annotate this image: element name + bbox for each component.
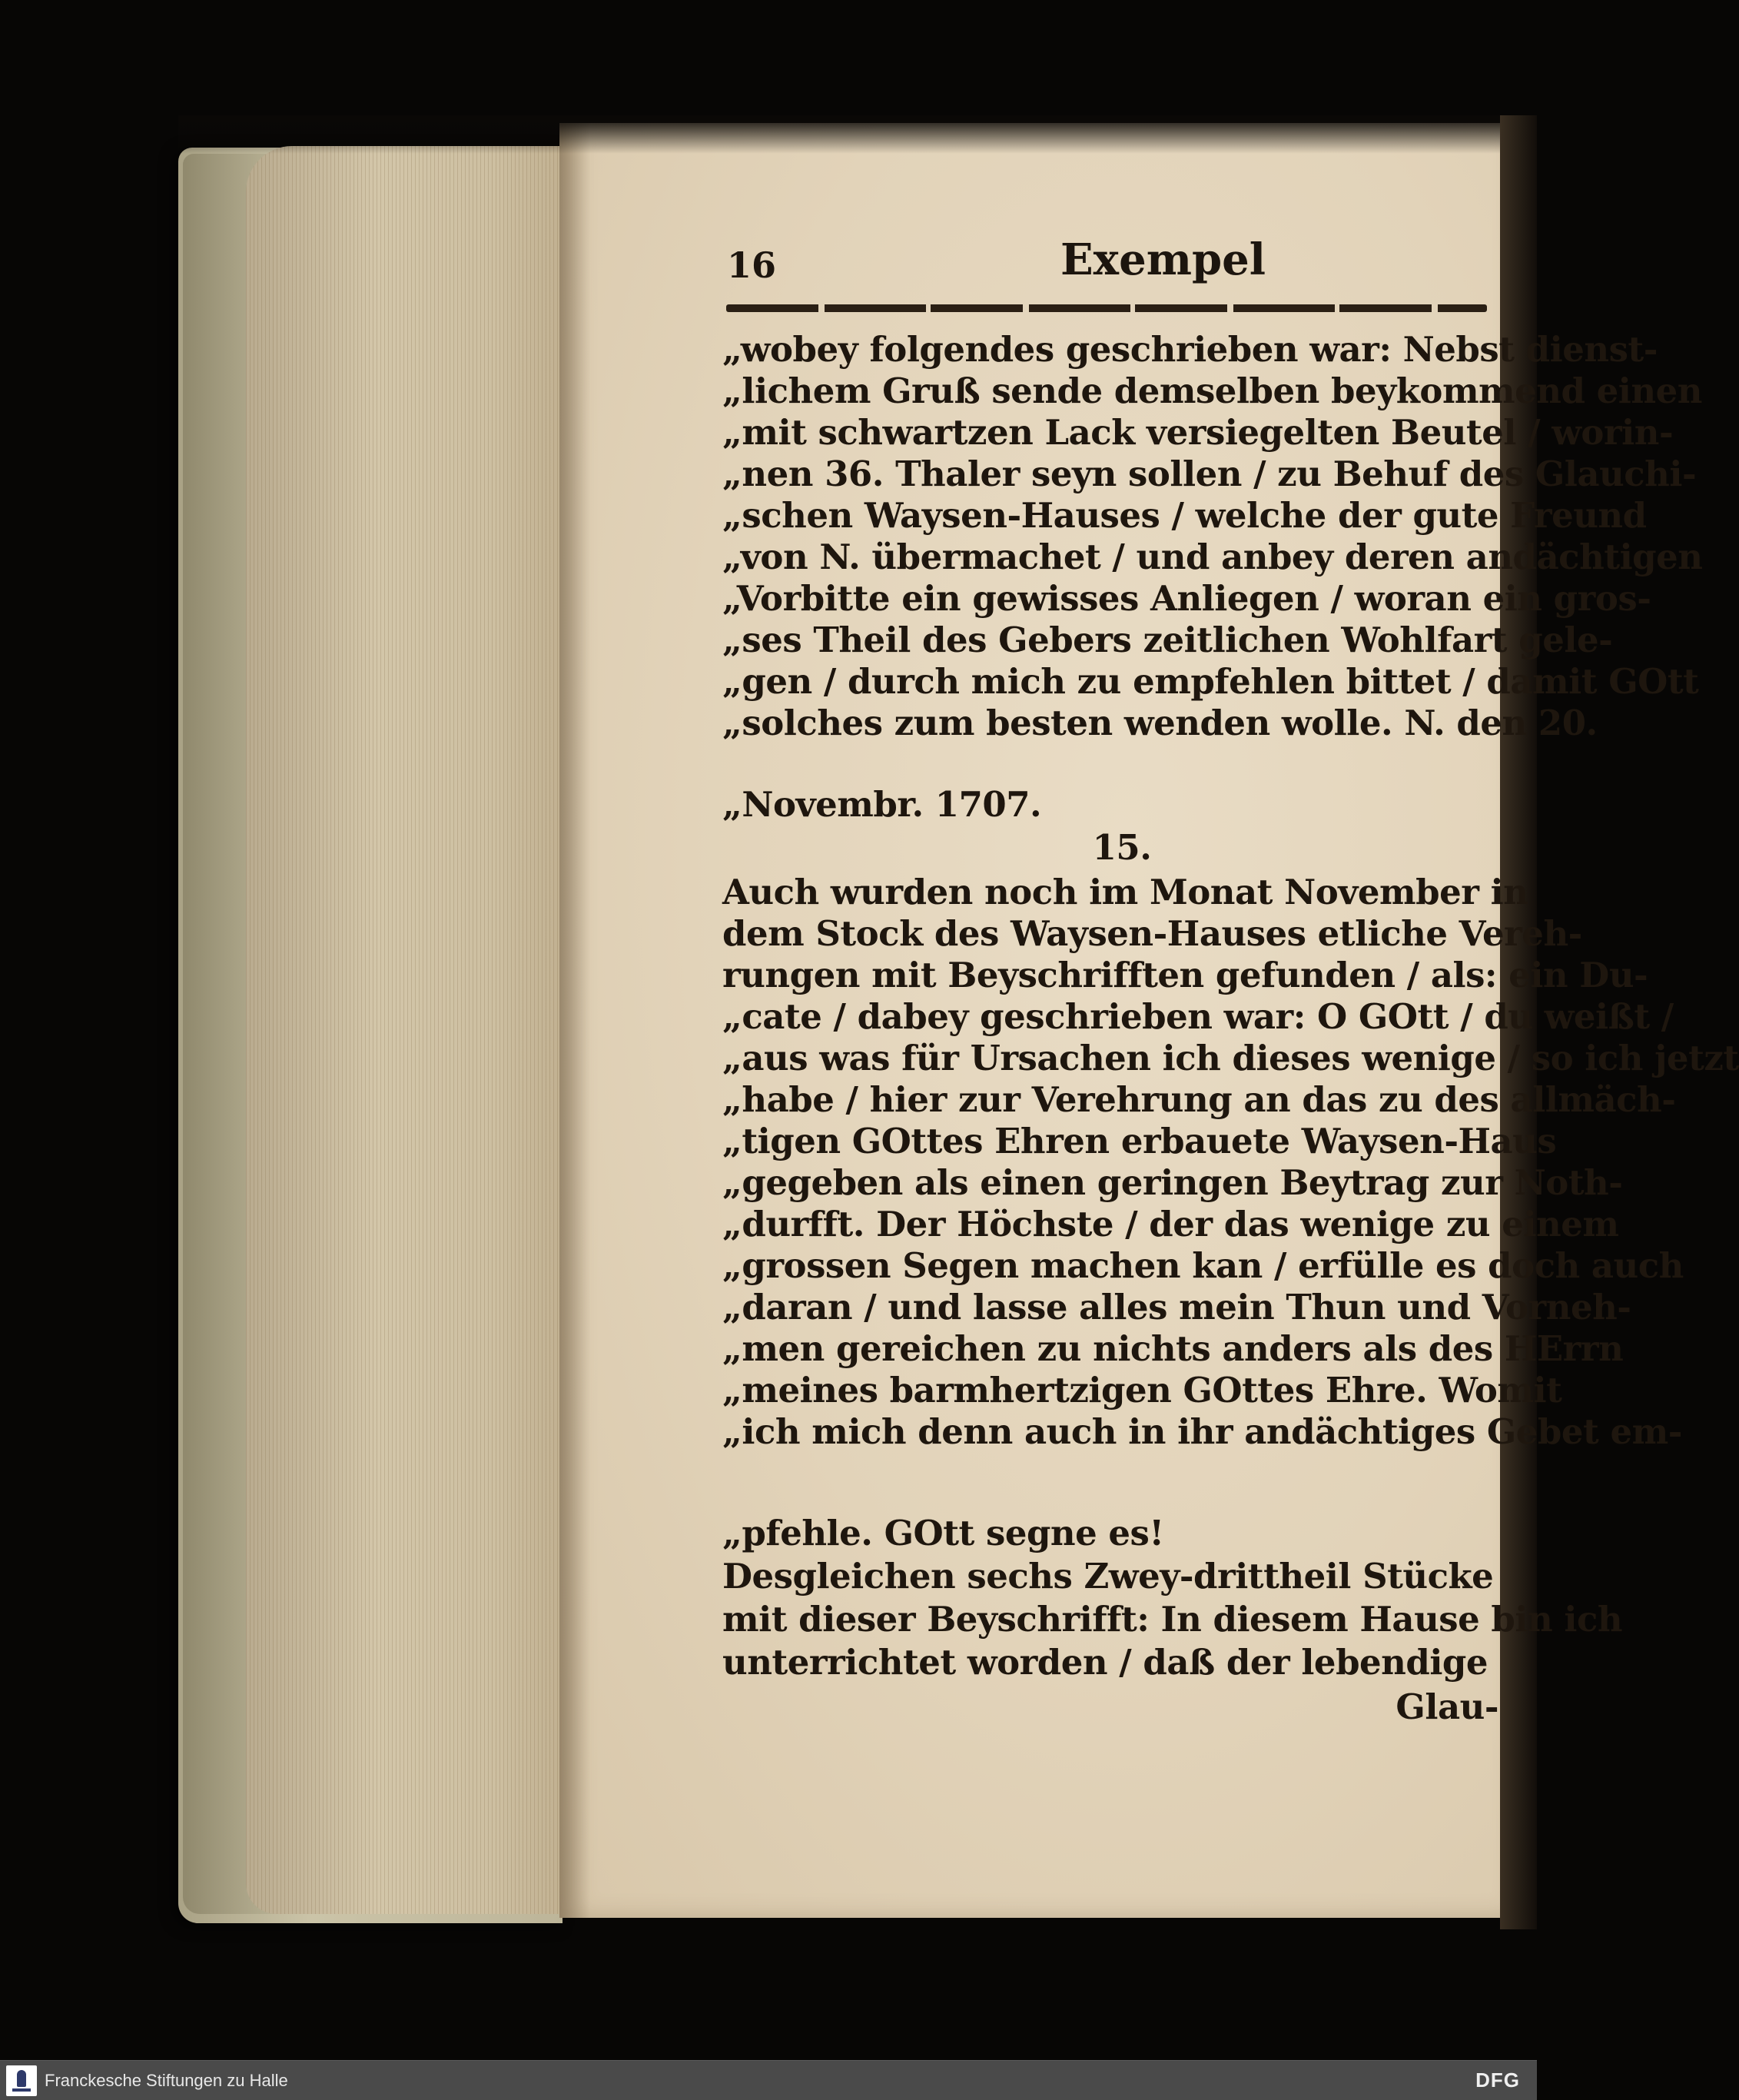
foundation-logo-icon[interactable] <box>6 2065 37 2096</box>
text-line: „durfft. Der Höchste / der das wenige zu einem <box>722 1204 1619 1244</box>
text-line: „tigen GOttes Ehren erbauete Waysen-Haus <box>722 1121 1557 1161</box>
text-line: „grossen Segen machen kan / erfülle es doch auch <box>722 1245 1684 1286</box>
text-line: dem Stock des Waysen-Hauses etliche Vereh- <box>722 913 1582 954</box>
text-line: „mit schwartzen Lack versiegelten Beutel / worin- <box>722 412 1674 453</box>
institution-name[interactable]: Franckesche Stiftungen zu Halle <box>45 2071 288 2090</box>
text-line: „pfehle. GOtt segne es! <box>722 1513 1164 1553</box>
catchword: Glau- <box>1396 1686 1498 1727</box>
text-line: „nen 36. Thaler seyn sollen / zu Behuf des Glauchi- <box>722 454 1697 494</box>
dfg-logo[interactable]: DFG <box>1475 2068 1520 2092</box>
text-line: „schen Waysen-Hauses / welche der gute Freund <box>722 495 1647 536</box>
text-line: „lichem Gruß sende demselben beykommend einen <box>722 370 1702 411</box>
text-line: „solches zum besten wenden wolle. N. den 20. <box>722 703 1598 743</box>
text-line: mit dieser Beyschrifft: In diesem Hause bin ich <box>722 1599 1623 1640</box>
running-head: Exempel <box>1060 234 1266 285</box>
text-line: „habe / hier zur Verehrung an das zu des allmäch- <box>722 1079 1676 1120</box>
text-line: „men gereichen zu nichts anders als des HErrn <box>722 1328 1624 1369</box>
text-line: „cate / dabey geschrieben war: O GOtt / du weißt / <box>722 996 1674 1037</box>
text-line: unterrichtet worden / daß der lebendige <box>722 1642 1488 1683</box>
text-line: rungen mit Beyschrifften gefunden / als: ein Du- <box>722 955 1648 995</box>
text-line: „gegeben als einen geringen Beytrag zur Noth- <box>722 1162 1623 1203</box>
text-line: „Novembr. 1707. <box>722 784 1042 825</box>
section-number: 15. <box>1092 827 1152 868</box>
text-line: „ich mich denn auch in ihr andächtiges Gebet em- <box>722 1411 1682 1452</box>
text-line: „von N. übermachet / und anbey deren andächtigen <box>722 537 1703 577</box>
text-line: Auch wurden noch im Monat November in <box>722 872 1528 912</box>
text-line: „wobey folgendes geschrieben war: Nebst dienst- <box>722 329 1658 370</box>
logo-base <box>12 2088 31 2092</box>
text-line: „daran / und lasse alles mein Thun und Vorneh- <box>722 1287 1631 1327</box>
text-line: „meines barmhertzigen GOttes Ehre. Womit <box>722 1370 1562 1411</box>
logo-figure <box>17 2070 26 2087</box>
text-line: „aus was für Ursachen ich dieses wenige / so ich jetzt <box>722 1038 1739 1078</box>
text-line: „Vorbitte ein gewisses Anliegen / woran ein gros- <box>722 578 1651 619</box>
text-line: „ses Theil des Gebers zeitlichen Wohlfart gele- <box>722 620 1613 660</box>
page-number: 16 <box>727 244 777 286</box>
viewer-footer-bar <box>0 2060 1537 2100</box>
header-rule <box>726 304 1487 312</box>
text-line: „gen / durch mich zu empfehlen bittet / damit GOtt <box>722 661 1699 702</box>
text-line: Desgleichen sechs Zwey-drittheil Stücke <box>722 1556 1494 1597</box>
